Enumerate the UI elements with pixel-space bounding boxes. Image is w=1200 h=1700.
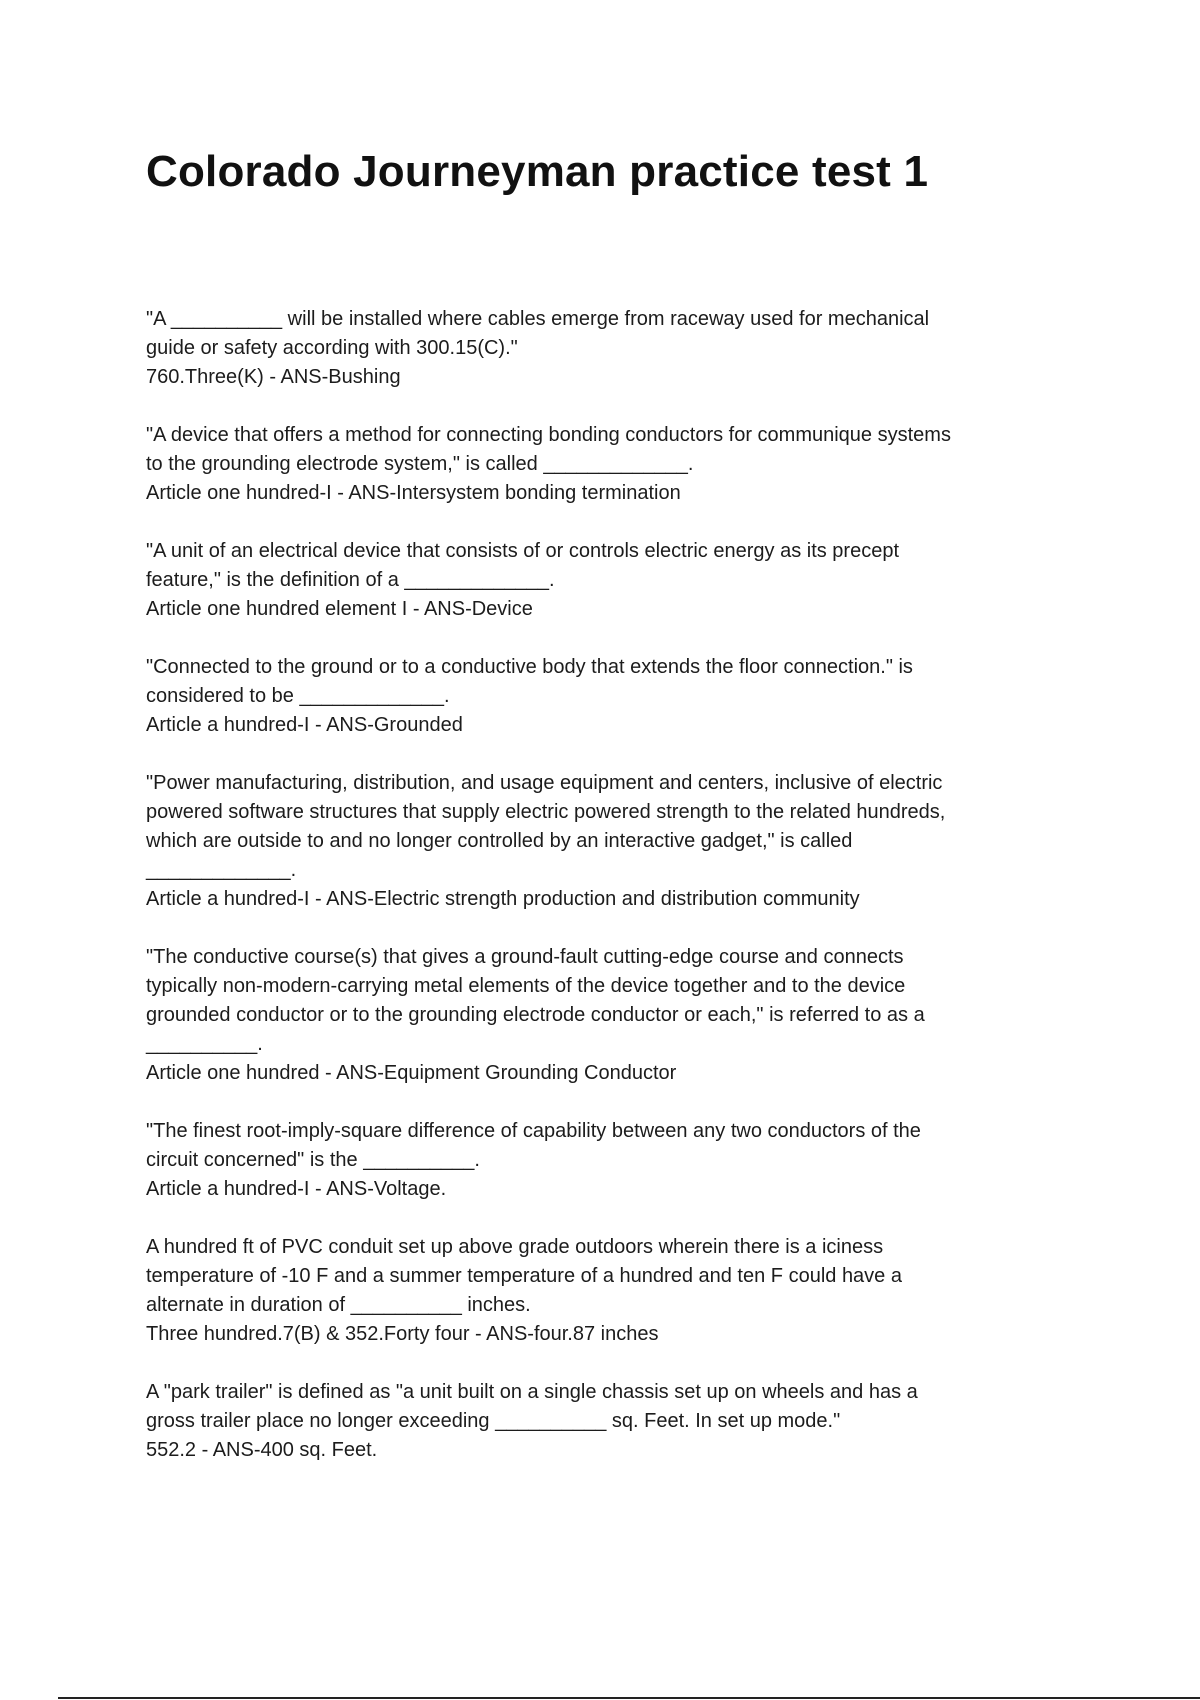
- answer-line: 760.Three(K) - ANS-Bushing: [146, 366, 401, 388]
- question-item: [146, 653, 1066, 740]
- question-item: [146, 1378, 1066, 1465]
- question-text-line: guide or safety according with 300.15(C).": [146, 337, 518, 359]
- question-text-line: _____________.: [146, 859, 297, 881]
- question-text-line: A hundred ft of PVC conduit set up above grade outdoors wherein there is a iciness: [146, 1236, 884, 1258]
- question-item: [146, 769, 1066, 914]
- question-text-line: "Connected to the ground or to a conductive body that extends the floor connection." is: [146, 656, 913, 678]
- question-text-line: "A device that offers a method for connecting bonding conductors for communique systems: [146, 424, 951, 446]
- answer-line: Article a hundred-I - ANS-Voltage.: [146, 1178, 447, 1200]
- answer-line: Article one hundred element I - ANS-Device: [146, 598, 533, 620]
- question-item: [146, 305, 1066, 392]
- question-text-line: gross trailer place no longer exceeding __________ sq. Feet. In set up mode.": [146, 1410, 841, 1432]
- question-item: [146, 421, 1066, 508]
- question-item: [146, 1117, 1066, 1204]
- question-text-line: "A __________ will be installed where cables emerge from raceway used for mechanical: [146, 308, 930, 330]
- answer-line: Article one hundred - ANS-Equipment Grounding Conductor: [146, 1062, 677, 1084]
- question-text-line: "The conductive course(s) that gives a ground-fault cutting-edge course and connects: [146, 946, 904, 968]
- answer-line: 552.2 - ANS-400 sq. Feet.: [146, 1439, 378, 1461]
- question-text-line: circuit concerned" is the __________.: [146, 1149, 480, 1171]
- question-text-line: temperature of -10 F and a summer temperature of a hundred and ten F could have a: [146, 1265, 902, 1287]
- page-title: Colorado Journeyman practice test 1: [146, 147, 929, 196]
- question-item: [146, 943, 1066, 1088]
- question-text-line: powered software structures that supply electric powered strength to the related hundreds,: [146, 801, 946, 823]
- question-text-line: "The finest root-imply-square difference of capability between any two conductors of the: [146, 1120, 921, 1142]
- question-text-line: to the grounding electrode system," is called _____________.: [146, 453, 694, 475]
- answer-line: Article a hundred-I - ANS-Grounded: [146, 714, 463, 736]
- question-item: [146, 537, 1066, 624]
- question-text-line: feature," is the definition of a _____________.: [146, 569, 555, 591]
- answer-line: Article a hundred-I - ANS-Electric strength production and distribution community: [146, 888, 860, 910]
- footer-divider: [58, 1697, 1200, 1699]
- question-text-line: __________.: [146, 1033, 263, 1055]
- question-text-line: A "park trailer" is defined as "a unit built on a single chassis set up on wheels and has a: [146, 1381, 918, 1403]
- question-text-line: "A unit of an electrical device that consists of or controls electric energy as its precept: [146, 540, 900, 562]
- answer-line: Three hundred.7(B) & 352.Forty four - ANS-four.87 inches: [146, 1323, 659, 1345]
- question-list: [146, 305, 1066, 1465]
- question-text-line: which are outside to and no longer controlled by an interactive gadget," is called: [146, 830, 853, 852]
- question-text-line: "Power manufacturing, distribution, and usage equipment and centers, inclusive of electric: [146, 772, 943, 794]
- question-text-line: grounded conductor or to the grounding electrode conductor or each," is referred to as a: [146, 1004, 925, 1026]
- answer-line: Article one hundred-I - ANS-Intersystem bonding termination: [146, 482, 681, 504]
- question-text-line: typically non-modern-carrying metal elements of the device together and to the device: [146, 975, 906, 997]
- question-text-line: alternate in duration of __________ inches.: [146, 1294, 531, 1316]
- question-text-line: considered to be _____________.: [146, 685, 450, 707]
- question-item: [146, 1233, 1066, 1349]
